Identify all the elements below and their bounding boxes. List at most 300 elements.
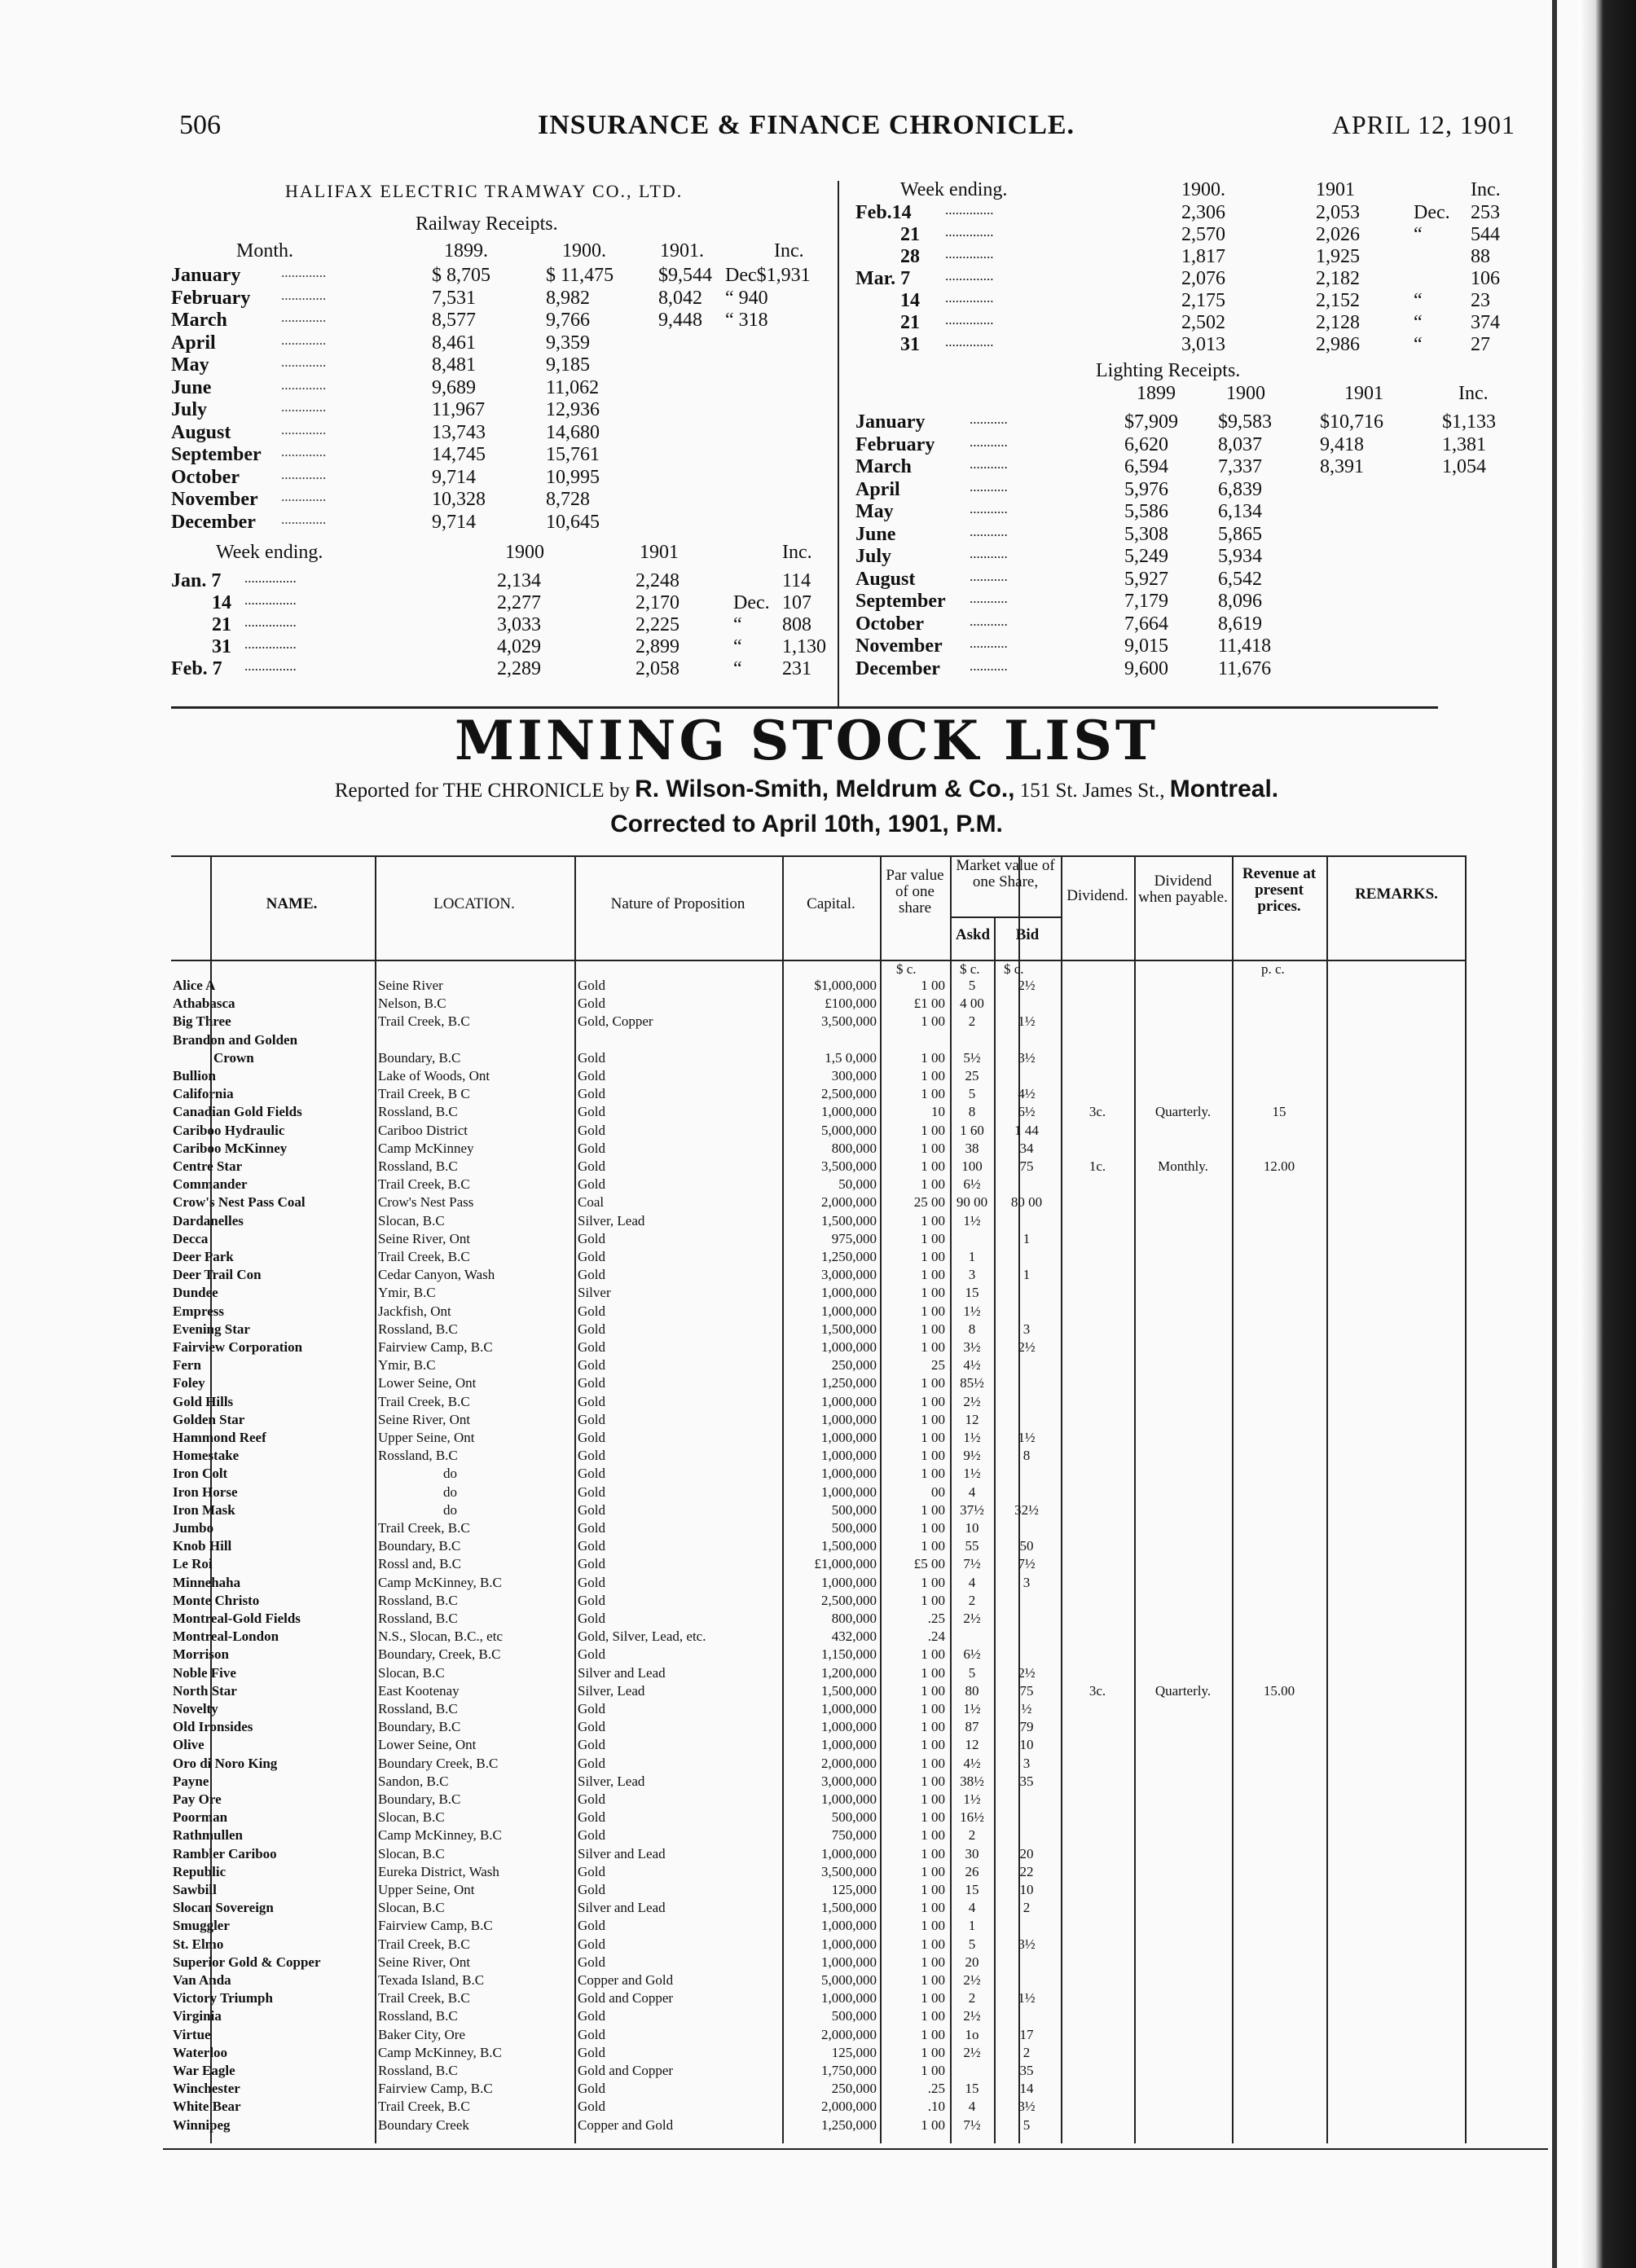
lighting-1899: 5,976 [1124, 478, 1168, 500]
halifax-1900: 10,645 [546, 511, 600, 533]
header-location: LOCATION. [433, 895, 515, 912]
stock-location: Boundary Creek [378, 2116, 469, 2133]
halifax-week-date: 14 [212, 592, 231, 613]
leader-dots: .............. [945, 312, 994, 327]
stock-capital: 3,500,000 [821, 1013, 877, 1030]
stock-location: Seine River [378, 978, 443, 993]
header-bid: Bid [1015, 926, 1040, 943]
stock-asked: 2½ [963, 1972, 981, 1988]
stock-location: Rossland, B.C [378, 2063, 458, 2078]
stock-capital: 1,000,000 [821, 1954, 877, 1970]
leader-dots: ........... [970, 411, 1008, 427]
lighting-1900: 8,619 [1218, 613, 1262, 635]
stock-par: 1 00 [921, 1954, 945, 1970]
stock-location: Nelson, B.C [378, 996, 446, 1012]
lighting-month: December [855, 657, 940, 679]
header-market: Market value of one Share, [956, 857, 1055, 890]
stock-location: Rossl and, B.C [378, 1556, 462, 1572]
stock-bid: 2½ [1018, 1664, 1036, 1681]
header-asked: Askd [955, 926, 991, 943]
stock-name: Deer Trail Con [173, 1267, 262, 1283]
stock-asked: 20 [965, 1954, 979, 1970]
table-bottom-rule [163, 2148, 1548, 2150]
table-row [0, 1520, 1636, 1536]
stock-asked: 38½ [960, 1773, 984, 1789]
table-row [0, 1809, 1636, 1825]
halifax-company: HALIFAX ELECTRIC TRAMWAY CO., LTD. [285, 181, 684, 201]
right-week-date: 31 [900, 334, 920, 355]
halifax-1899: 8,461 [432, 332, 476, 354]
leader-dots: ........... [970, 501, 1008, 516]
market-sub-rule [950, 916, 1061, 918]
stock-capital: 1,500,000 [821, 1900, 877, 1916]
stock-bid: 3 [1023, 1755, 1031, 1771]
lighting-1900: 11,676 [1218, 657, 1272, 679]
table-row [0, 1430, 1636, 1445]
lighting-col-header: 1899 [1137, 383, 1176, 404]
right-week-dec: “ [1414, 334, 1423, 355]
stock-par: 1 00 [921, 1267, 945, 1283]
stock-location: Lower Seine, Ont [378, 1375, 477, 1391]
leader-dots: ............. [281, 421, 327, 437]
stock-name: Dundee [173, 1285, 218, 1301]
stock-nature: Gold [578, 1466, 605, 1482]
stock-par: 1 00 [921, 1538, 945, 1554]
stock-name: Evening Star [173, 1321, 250, 1337]
stock-nature: Silver, Lead [578, 1773, 645, 1789]
halifax-week-1901: 2,225 [635, 614, 679, 635]
stock-par: 1 00 [921, 1809, 945, 1826]
lighting-1899: 7,179 [1124, 591, 1168, 612]
table-row [0, 1683, 1636, 1699]
halifax-1900: 10,995 [546, 466, 600, 488]
stock-nature: Gold [578, 1646, 605, 1663]
stock-name: Winchester [173, 2081, 240, 2097]
lighting-month: October [855, 613, 924, 635]
stock-capital: 2,000,000 [821, 1194, 877, 1211]
halifax-col-header: 1901. [660, 240, 704, 262]
stock-asked: 4 00 [960, 996, 984, 1012]
stock-asked: 4 [968, 1900, 976, 1916]
stock-bid: 3 [1023, 1574, 1031, 1590]
stock-location: Trail Creek, B.C [378, 1936, 470, 1952]
stock-capital: 1,250,000 [821, 1249, 877, 1264]
stock-name: Bullion [173, 1068, 216, 1083]
lighting-inc: $1,133 [1442, 411, 1496, 433]
leader-dots: .............. [945, 202, 994, 218]
unit-revenue: p. c. [1261, 961, 1285, 977]
stock-par: .25 [927, 2081, 945, 2097]
stock-bid: 2 [1023, 1900, 1031, 1916]
stock-nature: Gold [578, 1068, 605, 1083]
lighting-1899: 9,015 [1124, 635, 1168, 657]
halifax-week-header: 1900 [505, 542, 544, 563]
stock-capital: 1,000,000 [821, 1104, 877, 1120]
stock-nature: Gold [578, 1556, 605, 1572]
stock-location: Boundary, B.C [378, 1538, 461, 1554]
stock-payable: Quarterly. [1154, 1682, 1212, 1699]
stock-capital: 975,000 [831, 1230, 877, 1246]
stock-nature: Gold [578, 978, 605, 993]
stock-capital: 1,200,000 [821, 1664, 877, 1681]
header-par: Par value of one share [886, 867, 944, 916]
table-row [0, 1068, 1636, 1083]
stock-par: .24 [927, 1628, 945, 1645]
lighting-1900: 7,337 [1218, 456, 1262, 477]
leader-dots: ............... [244, 614, 297, 630]
stock-capital: 1,000,000 [821, 1303, 877, 1319]
halifax-month: April [171, 332, 216, 354]
table-row [0, 1972, 1636, 1988]
halifax-week-1900: 2,277 [497, 592, 541, 613]
stock-name: Minnehaha [173, 1574, 241, 1590]
right-week-date: 21 [900, 312, 920, 333]
lighting-inc: 1,381 [1442, 433, 1486, 455]
table-row [0, 1882, 1636, 1897]
lighting-1900: 6,542 [1218, 568, 1262, 590]
lighting-1901: $10,716 [1320, 411, 1383, 433]
stock-asked: 80 [965, 1682, 979, 1699]
stock-payable: Monthly. [1158, 1158, 1208, 1174]
stock-asked: 5 [968, 978, 976, 993]
stock-par: 1 00 [921, 2063, 945, 2078]
table-row [0, 1936, 1636, 1952]
stock-asked: 7½ [963, 2116, 981, 2133]
stock-location: Fairview Camp, B.C [378, 1339, 493, 1355]
stock-name: Hammond Reef [173, 1430, 266, 1445]
mining-stock-list-title: MINING STOCK LIST [455, 709, 1159, 772]
lighting-month: February [855, 433, 935, 455]
stock-par: 1 00 [921, 1086, 945, 1102]
stock-location: Seine River, Ont [378, 1230, 471, 1246]
table-row [0, 1791, 1636, 1807]
right-week-inc: 106 [1471, 268, 1500, 289]
stock-location: Jackfish, Ont [378, 1303, 451, 1319]
stock-par: 1 00 [921, 1158, 945, 1174]
stock-capital: 3,500,000 [821, 1158, 877, 1174]
stock-nature: Gold [578, 1483, 605, 1500]
stock-dividend: 3c. [1088, 1104, 1106, 1120]
halifax-month: March [171, 310, 227, 331]
halifax-week-1901: 2,899 [635, 636, 679, 657]
stock-location: Seine River, Ont [378, 1411, 471, 1427]
halifax-1900: $ 11,475 [546, 265, 614, 286]
stock-asked: 25 [965, 1068, 979, 1083]
table-row [0, 1611, 1636, 1626]
lighting-month: November [855, 635, 943, 657]
stock-nature: Silver, Lead [578, 1212, 645, 1228]
stock-capital: 1,500,000 [821, 1212, 877, 1228]
stock-name: Crown [213, 1049, 254, 1066]
table-row [0, 996, 1636, 1011]
stock-asked: 37½ [960, 1501, 984, 1518]
lighting-1899: 6,620 [1124, 433, 1168, 455]
stock-nature: Gold [578, 1719, 605, 1735]
stock-nature: Gold [578, 1882, 605, 1897]
halifax-week-header: Week ending. [216, 542, 323, 563]
stock-name: War Eagle [173, 2063, 235, 2078]
stock-nature: Gold [578, 1592, 605, 1608]
table-row [0, 1954, 1636, 1970]
table-row [0, 1267, 1636, 1282]
table-row [0, 1484, 1636, 1500]
reported-address: 151 St. James St., [1019, 780, 1165, 802]
stock-name: Brandon and Golden [173, 1031, 298, 1048]
leader-dots: ............... [244, 570, 297, 586]
corrected-line: Corrected to April 10th, 1901, P.M. [610, 811, 1003, 837]
stock-location: Ymir, B.C [378, 1357, 436, 1374]
stock-nature: Gold [578, 1357, 605, 1374]
stock-nature: Copper and Gold [578, 2116, 674, 2133]
table-row [0, 2045, 1636, 2060]
stock-par: 1 00 [921, 2044, 945, 2060]
stock-location: Rossland, B.C [378, 2008, 458, 2024]
stock-name: Smuggler [173, 1918, 230, 1934]
right-week-inc: 88 [1471, 246, 1490, 267]
table-row [0, 1864, 1636, 1879]
stock-name: Foley [173, 1375, 205, 1391]
table-row [0, 1701, 1636, 1716]
stock-par: 00 [931, 1483, 945, 1500]
table-row [0, 978, 1636, 993]
stock-location: Trail Creek, B.C [378, 1249, 470, 1264]
stock-name: Canadian Gold Fields [173, 1104, 302, 1120]
halifax-1899: 14,745 [432, 444, 486, 465]
stock-location: Trail Creek, B.C [378, 1176, 470, 1193]
page-number: 506 [179, 110, 221, 140]
halifax-week-dec: “ [733, 614, 742, 635]
stock-location: Crow's Nest Pass [378, 1194, 474, 1211]
stock-capital: 500,000 [831, 1809, 877, 1826]
stock-asked: 4½ [963, 1357, 981, 1374]
right-week-dec: “ [1414, 224, 1423, 245]
halifax-month: October [171, 466, 240, 488]
right-week-inc: 544 [1471, 224, 1500, 245]
header-payable: Dividend when payable. [1138, 872, 1228, 906]
stock-par: 1 00 [921, 1249, 945, 1264]
right-week-date: 28 [900, 246, 920, 267]
leader-dots: ............. [281, 489, 327, 504]
stock-location: Slocan, B.C [378, 1845, 445, 1861]
halifax-inc: “ 940 [725, 287, 768, 309]
stock-bid: 1 44 [1014, 1122, 1039, 1138]
stock-location: Camp McKinney, B.C [378, 2044, 502, 2060]
lighting-month: March [855, 456, 912, 477]
stock-asked: 12 [965, 1737, 979, 1753]
stock-name: Poorman [173, 1809, 228, 1826]
stock-name: Dardanelles [173, 1212, 244, 1228]
stock-par: 1 00 [921, 1863, 945, 1879]
lighting-1899: 5,586 [1124, 501, 1168, 522]
lighting-1900: 5,934 [1218, 546, 1262, 567]
stock-nature: Gold [578, 1936, 605, 1952]
halifax-1899: 9,714 [432, 466, 476, 488]
stock-par: 1 00 [921, 1448, 945, 1464]
stock-capital: 5,000,000 [821, 1122, 877, 1138]
leader-dots: ............. [281, 310, 327, 325]
stock-asked: 38 [965, 1140, 979, 1156]
stock-capital: 1,000,000 [821, 1701, 877, 1716]
stock-location: Eureka District, Wash [378, 1863, 499, 1879]
stock-bid: 2½ [1018, 978, 1036, 993]
stock-location: Slocan, B.C [378, 1809, 445, 1826]
stock-nature: Gold [578, 1520, 605, 1536]
halifax-1901: $9,544 [658, 265, 712, 286]
stock-location: Boundary Creek, B.C [378, 1755, 499, 1771]
stock-asked: 8 [968, 1104, 976, 1120]
halifax-1899: 8,481 [432, 354, 476, 376]
stock-name: Cariboo McKinney [173, 1140, 288, 1156]
halifax-col-header: Month. [236, 240, 294, 262]
stock-name: Republic [173, 1863, 226, 1879]
stock-nature: Gold [578, 1809, 605, 1826]
right-week-1901: 2,053 [1316, 202, 1360, 223]
stock-asked: 1o [965, 2026, 979, 2042]
halifax-col-header: 1899. [444, 240, 488, 262]
stock-name: Rambler Cariboo [173, 1845, 277, 1861]
stock-name: Fern [173, 1357, 201, 1374]
stock-par: 1 00 [921, 1845, 945, 1861]
stock-par: 10 [931, 1104, 945, 1120]
table-row [0, 1827, 1636, 1843]
lighting-1901: 9,418 [1320, 433, 1364, 455]
lighting-1900: 5,865 [1218, 523, 1262, 545]
stock-asked: 5 [968, 1936, 976, 1952]
table-row [0, 2099, 1636, 2114]
halifax-1899: 13,743 [432, 421, 486, 443]
stock-nature: Gold, Copper [578, 1013, 653, 1030]
halifax-week-inc: 107 [782, 592, 811, 613]
leader-dots: ............. [281, 332, 327, 348]
halifax-month: September [171, 444, 262, 465]
lighting-1899: 5,927 [1124, 568, 1168, 590]
stock-bid: 17 [1019, 2026, 1034, 2042]
stock-capital: 1,000,000 [821, 1918, 877, 1934]
stock-par: 1 00 [921, 1501, 945, 1518]
lighting-col-header: 1900 [1226, 383, 1265, 404]
stock-bid: 10 [1019, 1737, 1034, 1753]
stock-par: £5 00 [913, 1556, 945, 1572]
stock-name: Pay Ore [173, 1791, 222, 1807]
leader-dots: .............. [945, 334, 994, 349]
stock-par: 1 00 [921, 1049, 945, 1066]
table-row [0, 1194, 1636, 1210]
stock-bid: 35 [1019, 2063, 1034, 2078]
leader-dots: .............. [945, 246, 994, 262]
stock-capital: 50,000 [838, 1176, 877, 1193]
unit-asked: $ c. [960, 961, 980, 977]
stock-capital: 1,500,000 [821, 1538, 877, 1554]
stock-location: Lower Seine, Ont [378, 1737, 477, 1753]
stock-par: 1 00 [921, 1520, 945, 1536]
stock-asked: 1 [968, 1918, 976, 1934]
stock-capital: $1,000,000 [814, 978, 877, 993]
stock-bid: 4½ [1018, 1086, 1036, 1102]
stock-par: 1 00 [921, 1466, 945, 1482]
stock-asked: 2½ [963, 1393, 981, 1409]
lighting-month: August [855, 568, 916, 590]
stock-par: 1 00 [921, 1719, 945, 1735]
halifax-week-1901: 2,058 [635, 658, 679, 679]
stock-nature: Silver and Lead [578, 1664, 666, 1681]
right-week-date: Feb.14 [855, 202, 912, 223]
stock-capital: 800,000 [831, 1140, 877, 1156]
stock-capital: 2,000,000 [821, 2026, 877, 2042]
stock-name: Winnipeg [173, 2116, 231, 2133]
table-row [0, 1123, 1636, 1138]
stock-name: Le Roi [173, 1556, 213, 1572]
stock-par: 1 00 [921, 1936, 945, 1952]
stock-nature: Gold [578, 1267, 605, 1283]
stock-location: Cariboo District [378, 1122, 468, 1138]
stock-location: Camp McKinney [378, 1140, 474, 1156]
stock-capital: £100,000 [825, 996, 877, 1012]
table-row [0, 1628, 1636, 1644]
stock-name: Virtue [173, 2026, 211, 2042]
stock-name: Virginia [173, 2008, 222, 2024]
stock-location: Lake of Woods, Ont [378, 1068, 490, 1083]
table-row [0, 1158, 1636, 1174]
leader-dots: ............. [281, 466, 327, 482]
stock-capital: 432,000 [831, 1628, 877, 1645]
table-row [0, 1339, 1636, 1355]
stock-bid: 2 [1023, 2044, 1031, 2060]
table-row [0, 1213, 1636, 1228]
stock-asked: 4 [968, 2099, 976, 2115]
stock-bid: 1½ [1018, 1430, 1036, 1445]
stock-capital: 1,500,000 [821, 1321, 877, 1337]
stock-name: Centre Star [173, 1158, 243, 1174]
halifax-month: November [171, 489, 258, 510]
stock-par: 1 00 [921, 1212, 945, 1228]
halifax-1899: 10,328 [432, 489, 486, 510]
table-row [0, 1176, 1636, 1192]
stock-bid: 2½ [1018, 1339, 1036, 1355]
stock-capital: 750,000 [831, 1827, 877, 1844]
right-week-inc: 374 [1471, 312, 1500, 333]
table-row [0, 1249, 1636, 1264]
stock-location: Fairview Camp, B.C [378, 2081, 493, 2097]
stock-bid: 3½ [1018, 1936, 1036, 1952]
stock-par: 1 00 [921, 1827, 945, 1844]
table-row [0, 1321, 1636, 1337]
leader-dots: ............. [281, 265, 327, 280]
stock-capital: 500,000 [831, 1520, 877, 1536]
stock-nature: Gold [578, 1140, 605, 1156]
table-top-rule [171, 855, 1467, 857]
stock-dividend: 3c. [1088, 1682, 1106, 1699]
stock-capital: 1,000,000 [821, 1845, 877, 1861]
stock-nature: Gold [578, 1501, 605, 1518]
halifax-week-header: 1901 [640, 542, 679, 563]
right-week-header: Week ending. [900, 179, 1008, 200]
right-week-inc: 27 [1471, 334, 1490, 355]
lighting-1900: 8,096 [1218, 591, 1262, 612]
stock-asked: 2 [968, 1990, 976, 2006]
right-week-header: 1900. [1181, 179, 1225, 200]
stock-asked: 15 [965, 1285, 979, 1301]
table-row [0, 1448, 1636, 1463]
lighting-month: June [855, 523, 896, 545]
stock-name: Sawbill [173, 1882, 217, 1897]
halifax-1900: 11,062 [546, 376, 600, 398]
stock-name: Iron Mask [173, 1501, 235, 1518]
stock-name: Morrison [173, 1646, 229, 1663]
stock-bid: 1½ [1018, 1990, 1036, 2006]
stock-name: Iron Horse [173, 1483, 238, 1500]
reported-by-line [171, 776, 1442, 803]
right-week-1901: 1,925 [1316, 246, 1360, 267]
